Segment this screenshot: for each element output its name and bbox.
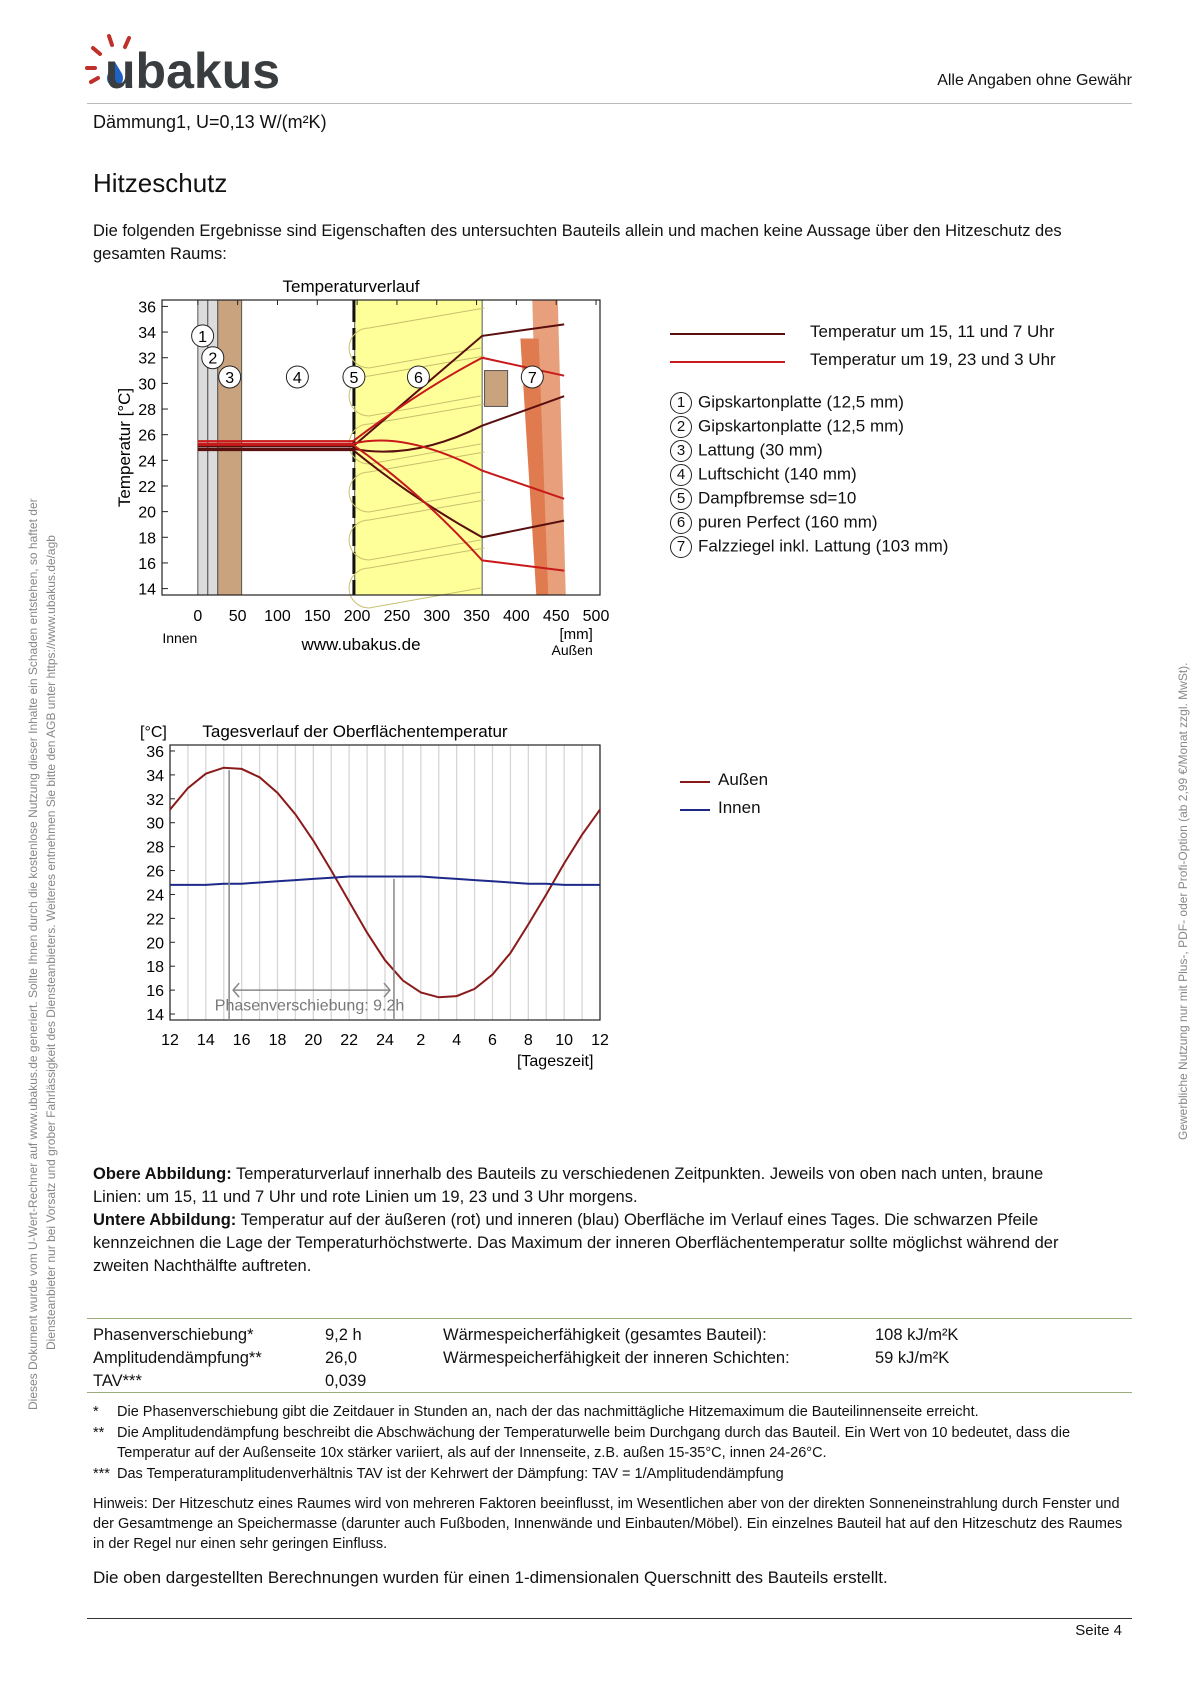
layer-badge-number: 1 — [198, 328, 208, 346]
footnote — [93, 1464, 1123, 1485]
x-tick-label: 18 — [268, 1032, 287, 1049]
temperature-profile-svg — [110, 277, 670, 710]
legend-line-red — [670, 361, 785, 363]
legend-label: Temperatur um 15, 11 und 7 Uhr — [810, 322, 1055, 341]
y-tick-label: 14 — [138, 581, 156, 599]
layer-number-badge: 1 — [670, 392, 692, 414]
layer-number-badge: 6 — [670, 512, 692, 534]
x-tick-label: 150 — [303, 608, 331, 625]
y-tick-label: 30 — [146, 815, 164, 833]
prop-value: 59 kJ/m²K — [875, 1349, 950, 1367]
header-divider — [87, 103, 1132, 104]
y-tick-label: 24 — [138, 453, 156, 471]
footer-divider — [87, 1618, 1132, 1619]
footnote-mark: ** — [93, 1424, 105, 1441]
x-tick-label: 2 — [416, 1032, 426, 1049]
layer-legend-item — [670, 392, 904, 414]
watermark: www.ubakus.de — [301, 635, 421, 654]
prop-label: Amplitudendämpfung** — [93, 1349, 262, 1367]
y-tick-label: 22 — [146, 911, 164, 929]
logo-text: ubakus — [105, 43, 281, 99]
layer-badge-number: 2 — [208, 350, 218, 368]
phase-shift-label: Phasenverschiebung: 9.2h — [214, 997, 405, 1015]
y-tick-label: 36 — [138, 299, 156, 317]
roof-batten — [485, 371, 508, 407]
component-title: Dämmung1, U=0,13 W/(m²K) — [93, 112, 327, 132]
y-tick-label: 16 — [146, 983, 164, 1001]
layer-legend-item — [670, 512, 878, 534]
layer-name: Falzziegel inkl. Lattung (103 mm) — [698, 536, 949, 556]
y-tick-label: 22 — [138, 478, 156, 496]
layer-number-badge: 2 — [670, 416, 692, 438]
x-tick-label: 300 — [423, 608, 451, 625]
x-tick-label: 12 — [591, 1032, 609, 1049]
y-tick-label: 32 — [146, 791, 164, 809]
prop-label: Wärmespeicherfähigkeit der inneren Schichten: — [443, 1349, 790, 1367]
y-tick-label: 34 — [146, 767, 164, 785]
y-tick-label: 18 — [138, 530, 156, 548]
prop-label: TAV*** — [93, 1372, 142, 1390]
y-tick-label: 34 — [138, 325, 156, 343]
layer-badge-number: 3 — [225, 369, 235, 387]
final-note: Die oben dargestellten Berechnungen wurden für einen 1-dimensionalen Querschnitt des Bauteils erstellt. — [93, 1568, 888, 1587]
x-tick-label: 350 — [463, 608, 490, 625]
ubakus-logo — [85, 28, 305, 98]
y-tick-label: 16 — [138, 555, 156, 573]
x-tick-label: 10 — [555, 1032, 574, 1049]
y-tick-label: 26 — [146, 863, 164, 881]
x-axis-label: [Tageszeit] — [516, 1053, 594, 1070]
layer-legend-item — [670, 536, 948, 558]
side-commercial-text: Gewerbliche Nutzung nur mit Plus-, PDF- oder Profi-Option (ab 2,99 €/Monat zzgl. MwSt). — [1176, 662, 1190, 1140]
footnote-mark: *** — [93, 1465, 110, 1482]
x-axis-unit: [mm] — [559, 626, 593, 643]
footnote-mark: * — [93, 1404, 99, 1420]
footnotes — [93, 1402, 1123, 1484]
chart-title: Temperaturverlauf — [282, 277, 420, 296]
x-tick-label: 250 — [383, 608, 411, 625]
layer-number-badge: 5 — [670, 488, 692, 510]
figure-captions — [93, 1163, 1093, 1278]
footnote — [93, 1402, 1123, 1423]
x-tick-label: 400 — [503, 608, 530, 625]
outer-side-label: Außen — [551, 642, 593, 658]
x-tick-label: 200 — [343, 608, 371, 625]
layer-legend-item — [670, 440, 823, 462]
y-tick-label: 24 — [146, 887, 164, 905]
surface-temperature-chart — [130, 722, 670, 1160]
side-legal-text-2: Diensteanbieter nur bei Vorsatz und grober Fahrlässigkeit des Diensteanbieters. Weiteres entnehmen Sie bitte den AGB unter https://www.ubakus.de/agb — [44, 535, 58, 1350]
legend-line-inner — [680, 809, 710, 811]
y-axis-label: Temperatur [°C] — [115, 387, 134, 508]
footnote — [93, 1423, 1123, 1464]
surface-temperature-svg — [130, 722, 670, 1155]
layer-number-badge: 4 — [670, 464, 692, 486]
prop-value: 0,039 — [325, 1372, 367, 1390]
layer-legend-item — [670, 416, 904, 438]
y-tick-label: 28 — [146, 839, 164, 857]
prop-value: 26,0 — [325, 1349, 358, 1367]
logo-graphic — [85, 28, 305, 98]
x-tick-label: 0 — [193, 608, 203, 625]
x-tick-label: 450 — [542, 608, 570, 625]
legend-label: Innen — [718, 798, 761, 817]
layer-name: Luftschicht (140 mm) — [698, 464, 857, 484]
y-tick-label: 20 — [138, 504, 156, 522]
table-bottom-rule — [87, 1392, 1132, 1393]
y-tick-label: 36 — [146, 743, 164, 761]
y-tick-label: 26 — [138, 427, 156, 445]
legend-line-outer — [680, 781, 710, 783]
x-tick-label: 20 — [304, 1032, 323, 1049]
layer-name: Lattung (30 mm) — [698, 440, 823, 460]
footnote-text: Die Amplitudendämpfung beschreibt die Abschwächung der Temperaturwelle beim Durchgang durch das Bauteil. Ein Wert von 10 bedeutet, dass die Temperatur auf der Außenseite 10x stärker variiert, als auf der Innenseite, z.B. außen 15-35°C, innen 24-26°C. — [117, 1424, 1071, 1461]
layer-name: puren Perfect (160 mm) — [698, 512, 878, 532]
prop-value: 108 kJ/m²K — [875, 1326, 959, 1344]
x-tick-label: 16 — [232, 1032, 251, 1049]
intro-text: Die folgenden Ergebnisse sind Eigenschaften des untersuchten Bauteils allein und machen keine Aussage über den Hitzeschutz des gesamten Raums: — [93, 222, 1062, 263]
x-tick-label: 50 — [228, 608, 247, 625]
legend-label: Außen — [718, 770, 769, 789]
temperature-profile-chart — [110, 277, 670, 715]
layer-number-badge: 7 — [670, 536, 692, 558]
layer-badge-number: 4 — [292, 369, 302, 387]
caption-text: Temperatur auf der äußeren (rot) und inneren (blau) Oberfläche im Verlauf eines Tages. Die schwarzen Pfeile kennzeichnen die Lage der Temperaturhöchstwerte. Das Maximum der inneren Oberflächentemperatur sollte möglichst während der zweiten Nachthälfte auftreten. — [93, 1211, 1059, 1275]
y-axis-unit: [°C] — [140, 724, 167, 741]
layer-3-fill — [218, 300, 242, 595]
x-tick-label: 6 — [488, 1032, 497, 1049]
disclaimer: Alle Angaben ohne Gewähr — [937, 72, 1132, 89]
y-tick-label: 30 — [138, 376, 156, 394]
x-tick-label: 8 — [523, 1032, 533, 1049]
y-tick-label: 14 — [146, 1007, 164, 1025]
layer-name: Gipskartonplatte (12,5 mm) — [698, 392, 904, 412]
legend-label: Temperatur um 19, 23 und 3 Uhr — [810, 350, 1056, 369]
caption-label: Untere Abbildung: — [93, 1211, 237, 1229]
table-top-rule — [87, 1318, 1132, 1319]
x-tick-label: 12 — [161, 1032, 179, 1049]
x-tick-label: 14 — [196, 1032, 215, 1049]
layer-badge-number: 6 — [413, 369, 423, 387]
layer-name: Dampfbremse sd=10 — [698, 488, 857, 508]
y-tick-label: 20 — [146, 935, 164, 953]
prop-value: 9,2 h — [325, 1326, 362, 1344]
layer-name: Gipskartonplatte (12,5 mm) — [698, 416, 904, 436]
x-tick-label: 500 — [582, 608, 610, 625]
x-tick-label: 24 — [376, 1032, 394, 1049]
section-title: Hitzeschutz — [93, 168, 228, 198]
caption-text: Temperaturverlauf innerhalb des Bauteils zu verschiedenen Zeitpunkten. Jeweils von oben nach unten, braune Linien: um 15, 11 und 7 Uhr und rote Linien um 19, 23 und 3 Uhr morgens. — [93, 1165, 1044, 1206]
footnote-text: Die Phasenverschiebung gibt die Zeitdauer in Stunden an, nach der das nachmittägliche Hitzemaximum die Bauteilinnenseite erreicht. — [117, 1404, 979, 1420]
y-tick-label: 28 — [138, 402, 156, 420]
footnote-text: Das Temperaturamplitudenverhältnis TAV ist der Kehrwert der Dämpfung: TAV = 1/Amplitudendämpfung — [117, 1465, 784, 1482]
chart-title: Tagesverlauf der Oberflächentemperatur — [202, 722, 508, 741]
side-legal-text-1: Dieses Dokument wurde vom U-Wert-Rechner auf www.ubakus.de generiert. Sollte Ihnen durch die kostenlose Nutzung dieser Inhalte ein Schaden entstehen, so haftet der — [26, 498, 40, 1410]
layer-badge-number: 5 — [349, 369, 359, 387]
page-number: Seite 4 — [1075, 1622, 1122, 1639]
layer-legend-item — [670, 488, 856, 510]
x-tick-label: 4 — [452, 1032, 462, 1049]
prop-label: Wärmespeicherfähigkeit (gesamtes Bauteil): — [443, 1326, 767, 1344]
hint-text: Hinweis: Der Hitzeschutz eines Raumes wird von mehreren Faktoren beeinflusst, im Wesentlichen aber von der direkten Sonneneinstrahlung durch Fenster und der Gesamtmenge an Speichermasse (darunter auch Fußboden, Innenwände und Einbauten/Möbel). Ein einzelnes Bauteil hat auf den Hitzeschutz des Raumes in der Regel nur einen sehr geringen Einfluss. — [93, 1496, 1123, 1552]
layer-number-badge: 3 — [670, 440, 692, 462]
lower-caption — [93, 1209, 1093, 1278]
layer-legend-item — [670, 464, 857, 486]
inner-side-label: Innen — [162, 630, 198, 646]
upper-caption — [93, 1163, 1093, 1209]
y-tick-label: 32 — [138, 350, 156, 368]
caption-label: Obere Abbildung: — [93, 1165, 232, 1183]
x-tick-label: 22 — [340, 1032, 359, 1049]
legend-line-brown — [670, 333, 785, 335]
prop-label: Phasenverschiebung* — [93, 1326, 254, 1344]
x-tick-label: 100 — [264, 608, 291, 625]
y-tick-label: 18 — [146, 959, 164, 977]
layer-badge-number: 7 — [527, 369, 537, 387]
